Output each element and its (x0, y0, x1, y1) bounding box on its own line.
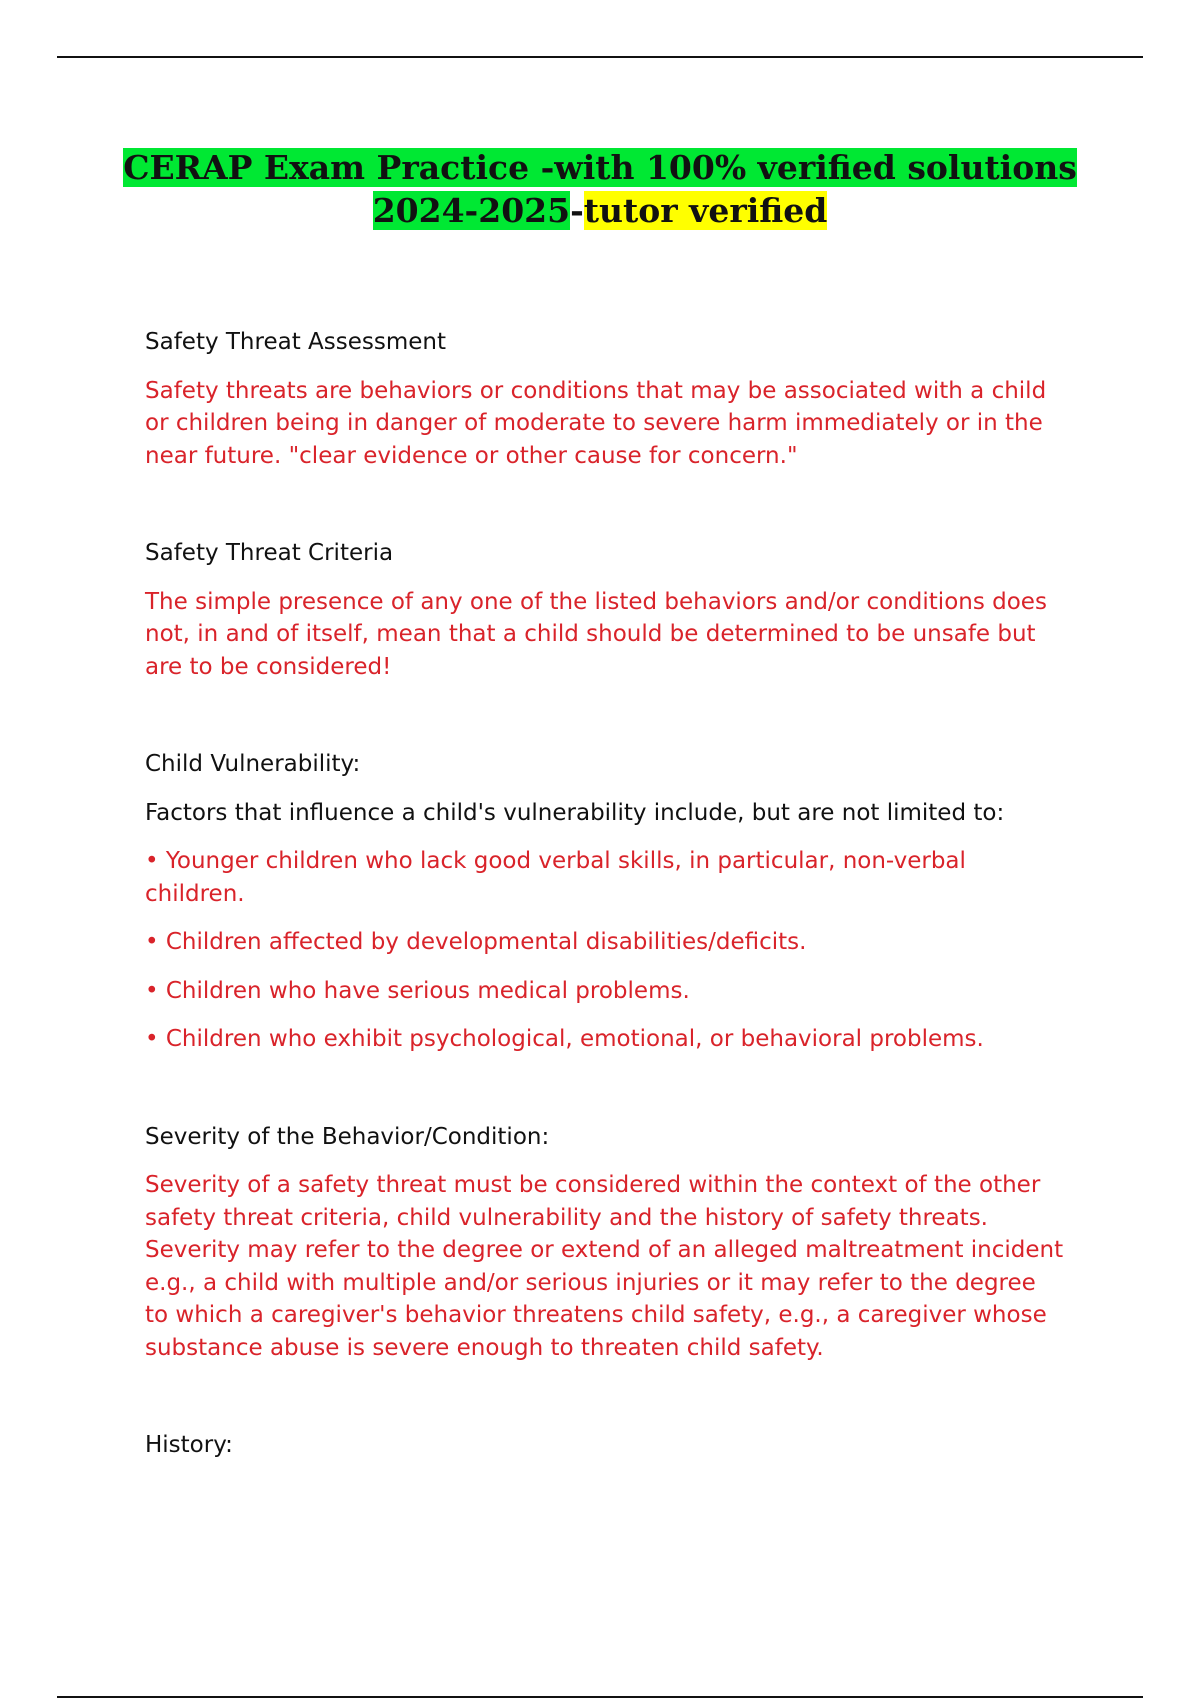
section-safety-threat-criteria (145, 537, 1065, 683)
question-heading: Severity of the Behavior/Condition: (145, 1123, 550, 1150)
title-year-highlight: 2024-2025 (372, 191, 571, 230)
section-spacer (145, 683, 1065, 748)
answer-text: The simple presence of any one of the listed behaviors and/or conditions does not, in and of itself, mean that a child should be determined to be unsafe but are to be considered! (145, 588, 1047, 680)
section-history (145, 1429, 1065, 1462)
title-line-1 (0, 146, 1200, 189)
list-item: • Children who have serious medical problems. (145, 977, 690, 1004)
question-heading: Safety Threat Assessment (145, 329, 446, 355)
list-item: • Children affected by developmental disabilities/deficits. (145, 929, 807, 955)
section-severity (145, 1121, 1065, 1365)
section-spacer (145, 1056, 1065, 1121)
section-child-vulnerability (145, 748, 1065, 1056)
document-title (0, 146, 1200, 232)
question-heading: Safety Threat Criteria (145, 540, 394, 566)
list-item: • Younger children who lack good verbal skills, in particular, non-verbal children. (145, 848, 966, 907)
intro-text: Factors that influence a child's vulnerability include, but are not limited to: (145, 799, 1005, 826)
answer-text: Severity of a safety threat must be considered within the context of the other safety threat criteria, child vulnerability and the history of safety threats. Severity may refer to the degree or extend of an alleged maltreatment incident e.g., a child with multiple and/or serious injuries or it may refer to the degree to which a caregiver's behavior threatens child safety, e.g., a caregiver whose substance abuse is severe enough to threaten child safety. (145, 1172, 1064, 1361)
list-item: • Children who exhibit psychological, emotional, or behavioral problems. (145, 1026, 984, 1052)
section-safety-threat-assessment (145, 326, 1065, 472)
bottom-rule (57, 1696, 1143, 1698)
bullet-list (145, 845, 1065, 1056)
section-spacer (145, 1364, 1065, 1429)
document-body (145, 326, 1065, 1478)
title-highlight-yellow: tutor verified (583, 191, 828, 230)
question-heading: Child Vulnerability: (145, 751, 361, 777)
title-separator: - (570, 191, 584, 230)
section-spacer (145, 472, 1065, 537)
title-highlight-green: CERAP Exam Practice -with 100% verified solutions (123, 148, 1077, 187)
top-rule (57, 56, 1143, 58)
answer-text: Safety threats are behaviors or conditions that may be associated with a child or children being in danger of moderate to severe harm immediately or in the near future. "clear evidence or other cause for concern." (145, 377, 1047, 469)
title-line-2 (0, 189, 1200, 232)
question-heading: History: (145, 1432, 233, 1458)
